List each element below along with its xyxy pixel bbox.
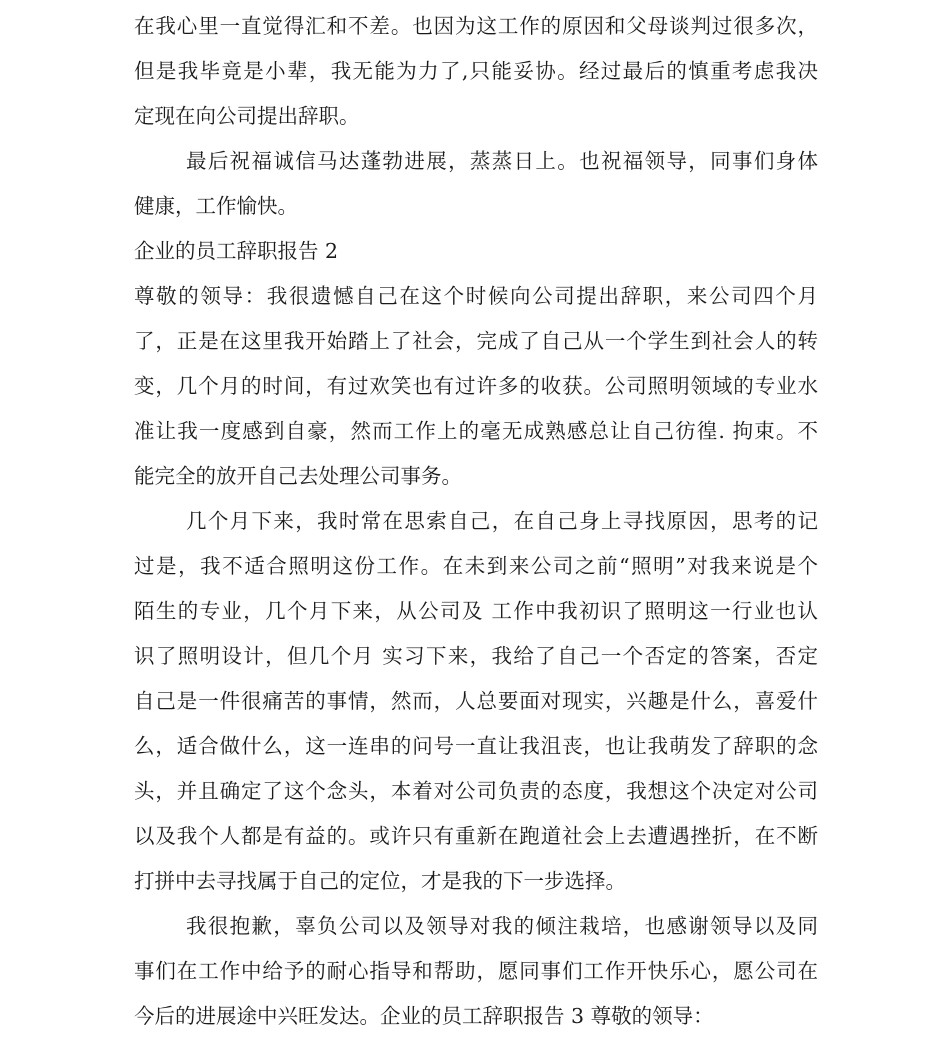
text-line: 尊敬的领导：我很遗憾自己在这个时候向公司提出辞职，来公司四个月 xyxy=(134,284,818,308)
text-line: 准让我一度感到自豪，然而工作上的毫无成熟感总让自己彷徨. 拘束。不 xyxy=(134,419,818,443)
text-line: 头，并且确定了这个念头，本着对公司负责的态度，我想这个决定对公司 xyxy=(134,779,818,803)
text-line: 了，正是在这里我开始踏上了社会，完成了自己从一个学生到社会人的转 xyxy=(134,329,818,353)
text-line: 最后祝福诚信马达蓬勃进展，蒸蒸日上。也祝福领导，同事们身体 xyxy=(186,149,818,173)
text-line: 过是，我不适合照明这份工作。在未到来公司之前“照明”对我来说是个 xyxy=(134,554,818,578)
text-line: 但是我毕竟是小辈，我无能为力了,只能妥协。经过最后的慎重考虑我决 xyxy=(134,59,818,83)
text-line: 能完全的放开自己去处理公司事务。 xyxy=(134,464,462,488)
text-line: 我很抱歉，辜负公司以及领导对我的倾注栽培，也感谢领导以及同 xyxy=(186,914,818,938)
text-line: 事们在工作中给予的耐心指导和帮助，愿同事们工作开快乐心，愿公司在 xyxy=(134,959,818,983)
text-line: 识了照明设计，但几个月 实习下来，我给了自己一个否定的答案，否定 xyxy=(134,644,818,668)
text-line: 陌生的专业，几个月下来，从公司及 工作中我初识了照明这一行业也认 xyxy=(134,599,818,623)
text-line: 在我心里一直觉得汇和不差。也因为这工作的原因和父母谈判过很多次， xyxy=(134,14,818,38)
section-heading: 企业的员工辞职报告 2 xyxy=(134,239,339,263)
text-line: 自己是一件很痛苦的事情，然而，人总要面对现实，兴趣是什么，喜爱什 xyxy=(134,689,818,713)
text-line: 健康，工作愉快。 xyxy=(134,194,298,218)
text-line: 变，几个月的时间，有过欢笑也有过许多的收获。公司照明领域的专业水 xyxy=(134,374,818,398)
text-line: 几个月下来，我时常在思索自己，在自己身上寻找原因，思考的记 xyxy=(186,509,818,533)
text-line: 以及我个人都是有益的。或许只有重新在跑道社会上去遭遇挫折，在不断 xyxy=(134,824,818,848)
text-line: 打拼中去寻找属于自己的定位，才是我的下一步选择。 xyxy=(134,869,626,893)
text-line: 今后的进展途中兴旺发达。企业的员工辞职报告 3 尊敬的领导： xyxy=(134,1004,714,1028)
text-line: 么，适合做什么，这一连串的问号一直让我沮丧，也让我萌发了辞职的念 xyxy=(134,734,818,758)
text-line: 定现在向公司提出辞职。 xyxy=(134,104,360,128)
